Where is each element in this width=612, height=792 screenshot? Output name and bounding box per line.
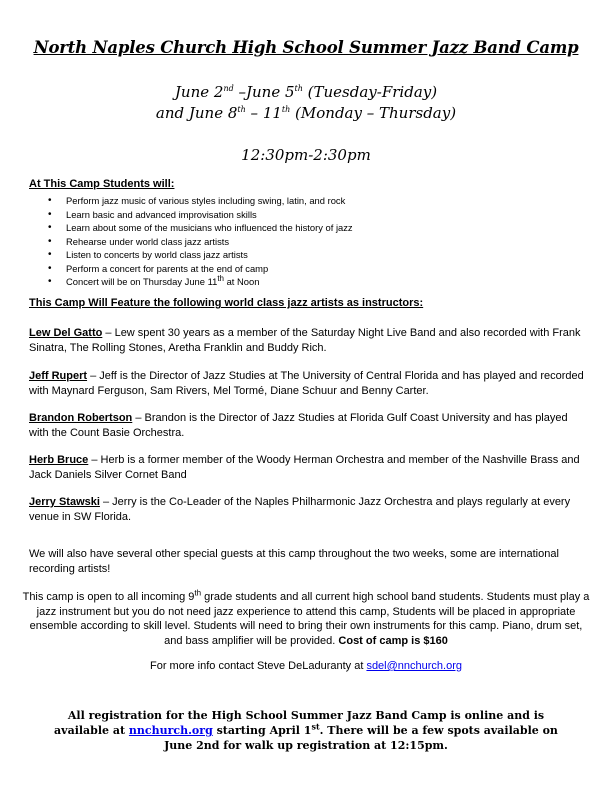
- registration-text: starting April 1: [212, 724, 312, 737]
- instructor-description: – Jerry is the Co-Leader of the Naples Philharmonic Jazz Orchestra and plays regularly at every venue in SW Florida.: [29, 496, 571, 523]
- activities-list: [48, 194, 353, 289]
- list-item: • Listen to concerts by world class jazz artists: [48, 248, 353, 262]
- ordinal: th: [281, 105, 291, 114]
- camp-time: 12:30pm-2:30pm: [241, 146, 371, 164]
- eligibility-text: [20, 590, 592, 648]
- concert-text: at Noon: [223, 276, 260, 287]
- ordinal: th: [294, 84, 303, 93]
- concert-text: Concert will be on Thursday June 11: [66, 276, 218, 287]
- ordinal: th: [217, 273, 224, 283]
- instructor-name: Jeff Rupert: [29, 370, 88, 382]
- date-text: (Monday – Thursday): [290, 104, 457, 122]
- list-item: • Learn about some of the musicians who influenced the history of jazz: [48, 221, 353, 235]
- date-text: (Tuesday-Friday): [302, 83, 438, 101]
- dates-line-2: [0, 103, 612, 124]
- dates-line-1: [0, 82, 612, 103]
- instructor-bio: [29, 369, 589, 398]
- list-item: [48, 275, 353, 289]
- date-text: and June 8: [155, 104, 238, 122]
- ordinal: st: [311, 721, 320, 732]
- list-item: • Perform a concert for parents at the end of camp: [48, 262, 353, 276]
- date-text: –June 5: [233, 83, 295, 101]
- contact-email-link[interactable]: sdel@nnchurch.org: [366, 660, 462, 672]
- instructor-bio: [29, 411, 589, 440]
- students-heading: At This Camp Students will:: [29, 178, 175, 190]
- list-item: • Perform jazz music of various styles including swing, latin, and rock: [48, 194, 353, 208]
- eligibility-part: grade students and all current high school band students. Students must play a jazz instrument but you do not need jazz experience to attend this camp, Students will be placed in appropriate ensemble according to skill level. Students will need to bring their own instruments for this camp. Piano, drum set, and bass amplifier will be provided.: [29, 591, 590, 647]
- date-text: June 2: [174, 83, 224, 101]
- camp-cost: Cost of camp is $160: [338, 634, 448, 647]
- registration-note: [40, 708, 572, 753]
- instructor-name: Lew Del Gatto: [29, 327, 103, 339]
- instructor-bio: [29, 495, 589, 524]
- ordinal: nd: [223, 84, 234, 93]
- contact-line: [20, 659, 592, 674]
- instructor-bio: [29, 326, 589, 355]
- registration-text: All registration for the High School Summer Jazz Band Camp is online and is available at: [54, 709, 545, 737]
- camp-dates: [0, 82, 612, 124]
- instructor-description: – Jeff is the Director of Jazz Studies at The University of Central Florida and has played and recorded with Maynard Ferguson, Sam Rivers, Mel Tormé, Diane Schuur and Benny Carter.: [29, 370, 584, 397]
- instructor-name: Herb Bruce: [29, 454, 89, 466]
- instructors-heading: This Camp Will Feature the following world class jazz artists as instructors:: [29, 297, 424, 309]
- ordinal: th: [237, 105, 246, 114]
- contact-text: For more info contact Steve DeLaduranty at: [149, 660, 367, 672]
- registration-website-link[interactable]: nnchurch.org: [128, 724, 213, 737]
- date-text: – 11: [245, 104, 282, 122]
- list-item: • Rehearse under world class jazz artists: [48, 235, 353, 249]
- instructor-description: – Lew spent 30 years as a member of the Saturday Night Live Band and also recorded with Frank Sinatra, The Rolling Stones, Aretha Franklin and Buddy Rich.: [29, 327, 581, 354]
- instructor-name: Jerry Stawski: [29, 496, 100, 508]
- eligibility-part: This camp is open to all incoming 9: [22, 591, 195, 603]
- special-guests-text: We will also have several other special guests at this camp throughout the two weeks, some are international recording artists!: [29, 548, 559, 575]
- instructor-bio: [29, 453, 589, 482]
- instructor-description: – Herb is a former member of the Woody Herman Orchestra and member of the Nashville Brass and Jack Daniels Silver Cornet Band: [29, 454, 580, 481]
- registration-text: . There will be a few spots available on June 2nd for walk up registration at 12:15pm.: [164, 724, 558, 752]
- instructor-description: – Brandon is the Director of Jazz Studies at Florida Gulf Coast University and has played with the Count Basie Orchestra.: [29, 412, 568, 439]
- list-item: • Learn basic and advanced improvisation skills: [48, 208, 353, 222]
- ordinal: th: [194, 588, 202, 598]
- page-title: North Naples Church High School Summer Jazz Band Camp: [33, 38, 579, 57]
- instructor-name: Brandon Robertson: [29, 412, 133, 424]
